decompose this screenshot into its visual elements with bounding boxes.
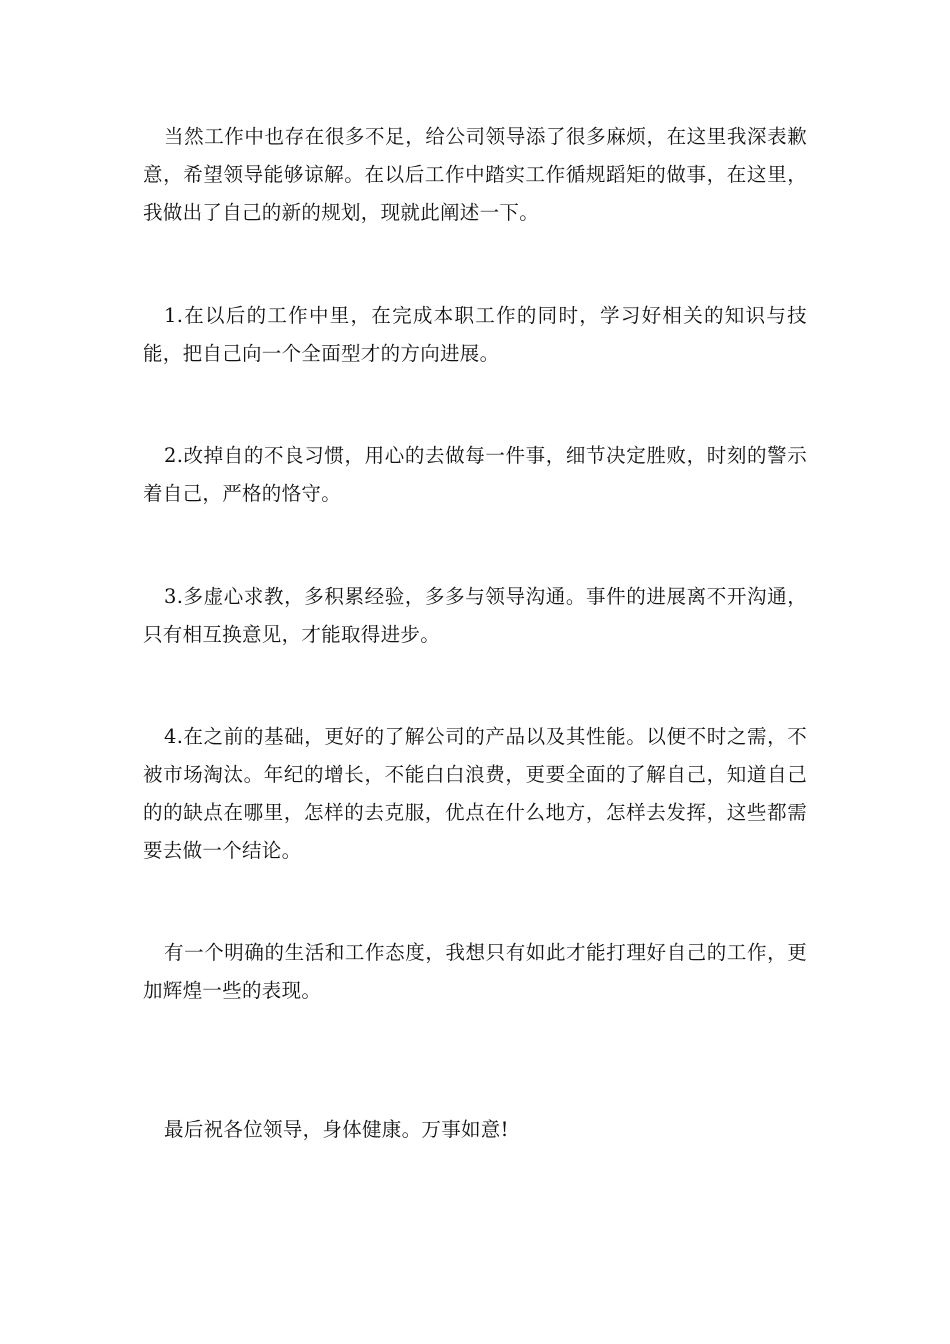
plan-item-3: 3.多虚心求教，多积累经验，多多与领导沟通。事件的进展离不开沟通，只有相互换意见，才能取得进步。 (143, 585, 807, 646)
paragraph-attitude: 有一个明确的生活和工作态度，我想只有如此才能打理好自己的工作，更加辉煌一些的表现。 (143, 941, 807, 1002)
plan-item-2: 2.改掉自的不良习惯，用心的去做每一件事，细节决定胜败，时刻的警示着自己，严格的恪守。 (143, 444, 807, 505)
paragraph-apology: 当然工作中也存在很多不足，给公司领导添了很多麻烦，在这里我深表歉意，希望领导能够谅解。在以后工作中踏实工作循规蹈矩的做事，在这里，我做出了自己的新的规划，现就此阐述一下。 (143, 125, 807, 224)
closing-wishes: 最后祝各位领导，身体健康。万事如意! (164, 1118, 509, 1141)
plan-item-4: 4.在之前的基础，更好的了解公司的产品以及其性能。以便不时之需，不被市场淘汰。年纪的增长，不能白白浪费，更要全面的了解自己，知道自己的的缺点在哪里，怎样的去克服，优点在什么地方，怎样去发挥，这些都需要去做一个结论。 (143, 725, 807, 862)
plan-item-1: 1.在以后的工作中里，在完成本职工作的同时，学习好相关的知识与技能，把自己向一个全面型才的方向进展。 (143, 304, 807, 365)
